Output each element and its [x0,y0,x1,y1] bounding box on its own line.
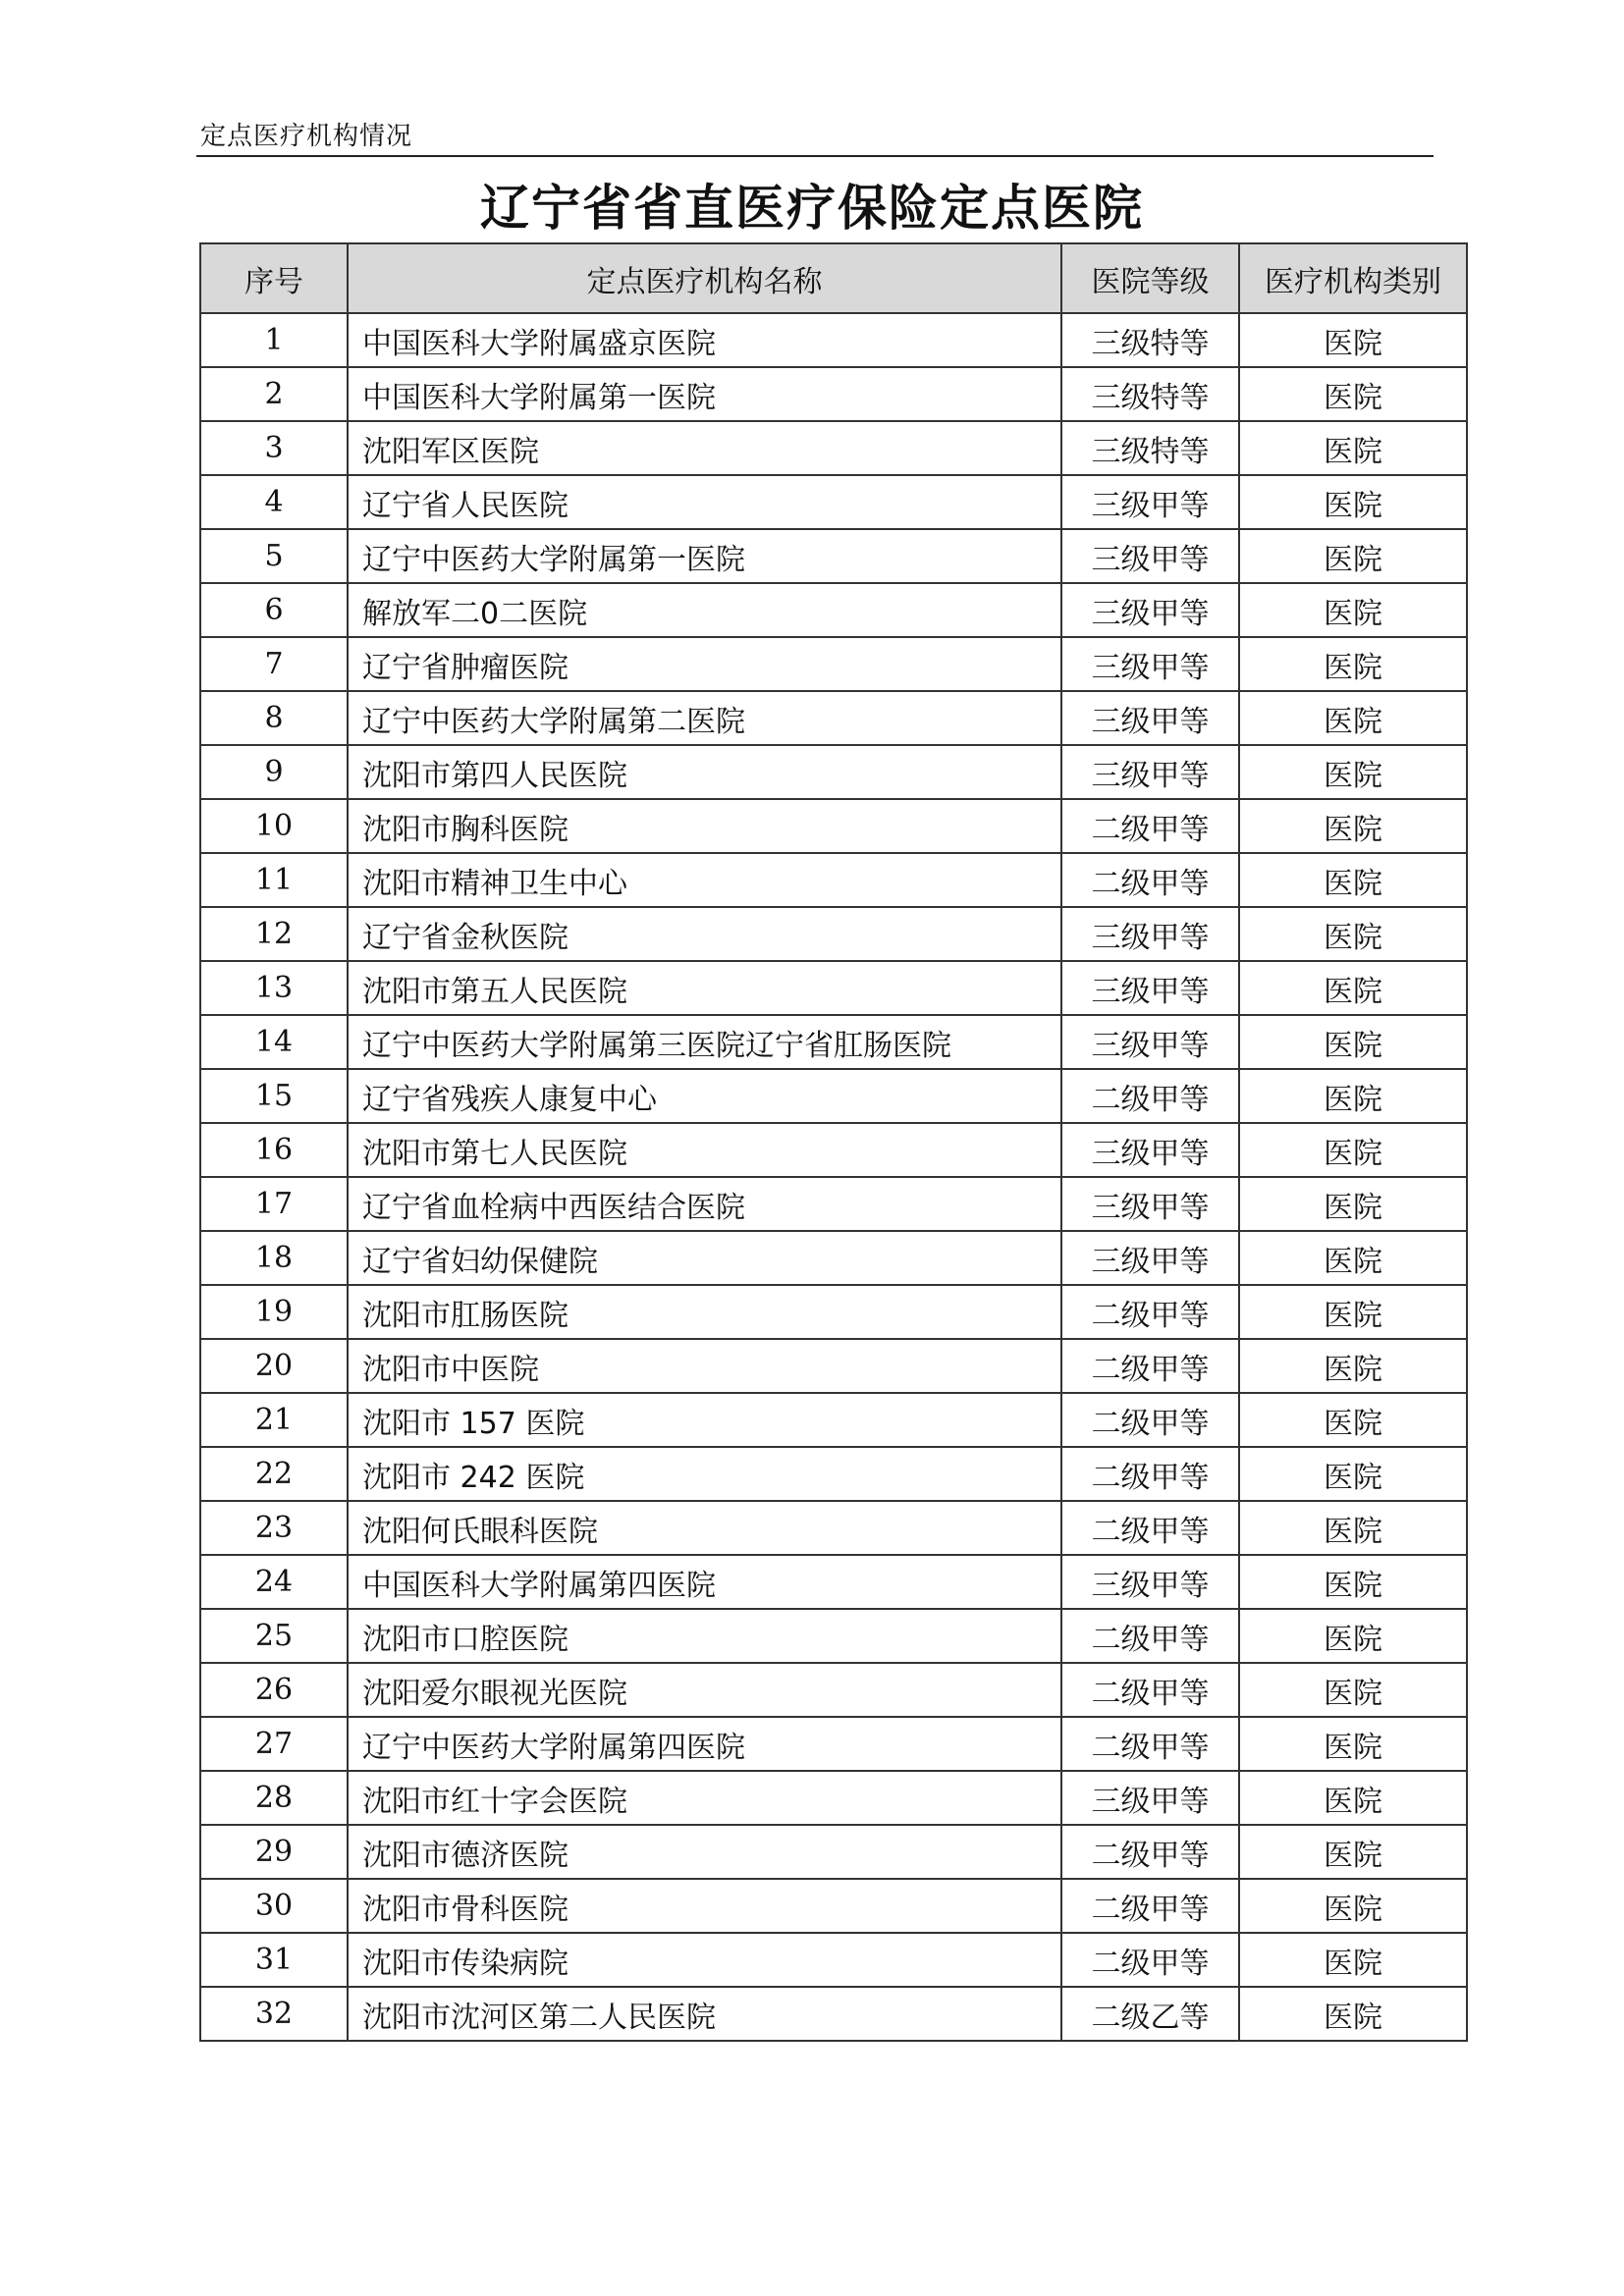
cell-institution-name: 沈阳市精神卫生中心 [348,853,1061,907]
cell-institution-type: 医院 [1239,1015,1467,1069]
cell-institution-name: 沈阳市 157 医院 [348,1393,1061,1447]
cell-institution-type: 医院 [1239,1771,1467,1825]
cell-serial-number: 12 [200,907,348,961]
cell-institution-name: 中国医科大学附属第一医院 [348,367,1061,421]
cell-institution-name: 沈阳市沈河区第二人民医院 [348,1987,1061,2041]
cell-institution-name: 沈阳市中医院 [348,1339,1061,1393]
table-row [200,1825,1467,1879]
cell-institution-type: 医院 [1239,1285,1467,1339]
cell-serial-number: 4 [200,475,348,529]
table-body [200,313,1467,2041]
cell-serial-number: 28 [200,1771,348,1825]
cell-serial-number: 30 [200,1879,348,1933]
table-row [200,1663,1467,1717]
cell-institution-type: 医院 [1239,853,1467,907]
table-row [200,637,1467,691]
cell-hospital-level: 三级甲等 [1061,691,1239,745]
cell-institution-type: 医院 [1239,313,1467,367]
cell-hospital-level: 三级甲等 [1061,1231,1239,1285]
cell-institution-type: 医院 [1239,583,1467,637]
cell-hospital-level: 二级甲等 [1061,1933,1239,1987]
table-row [200,1933,1467,1987]
cell-institution-type: 医院 [1239,421,1467,475]
cell-hospital-level: 三级甲等 [1061,529,1239,583]
cell-serial-number: 32 [200,1987,348,2041]
cell-institution-type: 医院 [1239,1393,1467,1447]
cell-institution-name: 沈阳市胸科医院 [348,799,1061,853]
cell-hospital-level: 二级甲等 [1061,1609,1239,1663]
cell-hospital-level: 三级甲等 [1061,475,1239,529]
hospital-table [199,242,1468,2042]
cell-institution-name: 辽宁省金秋医院 [348,907,1061,961]
cell-serial-number: 10 [200,799,348,853]
table-row [200,745,1467,799]
cell-hospital-level: 三级甲等 [1061,1123,1239,1177]
table-row [200,1501,1467,1555]
cell-institution-name: 沈阳市口腔医院 [348,1609,1061,1663]
cell-institution-name: 沈阳何氏眼科医院 [348,1501,1061,1555]
cell-serial-number: 11 [200,853,348,907]
cell-institution-name: 辽宁中医药大学附属第二医院 [348,691,1061,745]
table-row [200,853,1467,907]
table-row [200,907,1467,961]
cell-hospital-level: 三级特等 [1061,421,1239,475]
cell-institution-name: 沈阳市肛肠医院 [348,1285,1061,1339]
cell-institution-type: 医院 [1239,367,1467,421]
cell-hospital-level: 三级甲等 [1061,961,1239,1015]
table-row [200,1717,1467,1771]
cell-institution-type: 医院 [1239,1123,1467,1177]
cell-institution-type: 医院 [1239,691,1467,745]
cell-hospital-level: 三级甲等 [1061,583,1239,637]
table-row [200,475,1467,529]
table-row [200,1069,1467,1123]
cell-hospital-level: 二级甲等 [1061,1825,1239,1879]
cell-institution-name: 沈阳市 242 医院 [348,1447,1061,1501]
cell-institution-type: 医院 [1239,1933,1467,1987]
cell-hospital-level: 三级甲等 [1061,1555,1239,1609]
cell-hospital-level: 三级甲等 [1061,1177,1239,1231]
cell-institution-name: 辽宁省残疾人康复中心 [348,1069,1061,1123]
cell-institution-name: 沈阳市传染病院 [348,1933,1061,1987]
cell-serial-number: 19 [200,1285,348,1339]
header-institution-name: 定点医疗机构名称 [348,243,1061,313]
header-hospital-level: 医院等级 [1061,243,1239,313]
cell-institution-name: 辽宁省肿瘤医院 [348,637,1061,691]
header-row [200,243,1467,313]
cell-institution-type: 医院 [1239,1069,1467,1123]
cell-serial-number: 3 [200,421,348,475]
table-row [200,1123,1467,1177]
cell-institution-name: 沈阳市第七人民医院 [348,1123,1061,1177]
cell-institution-type: 医院 [1239,799,1467,853]
cell-serial-number: 18 [200,1231,348,1285]
cell-institution-type: 医院 [1239,1177,1467,1231]
cell-institution-type: 医院 [1239,1663,1467,1717]
cell-institution-name: 沈阳市第四人民医院 [348,745,1061,799]
cell-institution-name: 沈阳市德济医院 [348,1825,1061,1879]
cell-hospital-level: 二级乙等 [1061,1987,1239,2041]
table-header [200,243,1467,313]
cell-hospital-level: 三级甲等 [1061,745,1239,799]
cell-institution-type: 医院 [1239,1555,1467,1609]
cell-serial-number: 25 [200,1609,348,1663]
cell-hospital-level: 三级特等 [1061,367,1239,421]
cell-institution-type: 医院 [1239,1609,1467,1663]
cell-institution-type: 医院 [1239,1339,1467,1393]
cell-serial-number: 14 [200,1015,348,1069]
cell-serial-number: 20 [200,1339,348,1393]
cell-institution-name: 解放军二0二医院 [348,583,1061,637]
cell-institution-name: 辽宁中医药大学附属第四医院 [348,1717,1061,1771]
cell-hospital-level: 二级甲等 [1061,1285,1239,1339]
cell-institution-name: 沈阳市骨科医院 [348,1879,1061,1933]
cell-serial-number: 9 [200,745,348,799]
table-row [200,421,1467,475]
cell-institution-name: 辽宁中医药大学附属第三医院辽宁省肛肠医院 [348,1015,1061,1069]
table-row [200,691,1467,745]
cell-hospital-level: 二级甲等 [1061,1447,1239,1501]
cell-serial-number: 17 [200,1177,348,1231]
cell-hospital-level: 三级甲等 [1061,907,1239,961]
table-row [200,1285,1467,1339]
cell-institution-type: 医院 [1239,1717,1467,1771]
table-row [200,1015,1467,1069]
cell-hospital-level: 三级甲等 [1061,1771,1239,1825]
cell-serial-number: 26 [200,1663,348,1717]
cell-institution-name: 沈阳市红十字会医院 [348,1771,1061,1825]
table-row [200,583,1467,637]
cell-serial-number: 27 [200,1717,348,1771]
cell-serial-number: 24 [200,1555,348,1609]
table-row [200,367,1467,421]
table-row [200,1177,1467,1231]
table-row [200,1987,1467,2041]
table-row [200,1339,1467,1393]
cell-hospital-level: 二级甲等 [1061,1069,1239,1123]
cell-hospital-level: 二级甲等 [1061,1339,1239,1393]
cell-serial-number: 13 [200,961,348,1015]
cell-serial-number: 2 [200,367,348,421]
table-row [200,313,1467,367]
cell-serial-number: 7 [200,637,348,691]
cell-institution-name: 辽宁中医药大学附属第一医院 [348,529,1061,583]
cell-hospital-level: 二级甲等 [1061,1663,1239,1717]
cell-serial-number: 21 [200,1393,348,1447]
cell-serial-number: 6 [200,583,348,637]
cell-institution-name: 沈阳市第五人民医院 [348,961,1061,1015]
cell-institution-type: 医院 [1239,475,1467,529]
table-row [200,1447,1467,1501]
table-row [200,1879,1467,1933]
cell-institution-name: 辽宁省人民医院 [348,475,1061,529]
cell-institution-name: 辽宁省血栓病中西医结合医院 [348,1177,1061,1231]
cell-institution-type: 医院 [1239,961,1467,1015]
cell-institution-type: 医院 [1239,1231,1467,1285]
cell-institution-type: 医院 [1239,907,1467,961]
cell-institution-name: 中国医科大学附属盛京医院 [348,313,1061,367]
running-header: 定点医疗机构情况 [200,122,413,151]
cell-institution-type: 医院 [1239,1501,1467,1555]
cell-institution-name: 沈阳军区医院 [348,421,1061,475]
cell-hospital-level: 二级甲等 [1061,799,1239,853]
cell-serial-number: 22 [200,1447,348,1501]
table-row [200,529,1467,583]
cell-serial-number: 15 [200,1069,348,1123]
cell-institution-name: 辽宁省妇幼保健院 [348,1231,1061,1285]
cell-hospital-level: 二级甲等 [1061,1501,1239,1555]
cell-serial-number: 23 [200,1501,348,1555]
cell-hospital-level: 三级特等 [1061,313,1239,367]
cell-hospital-level: 二级甲等 [1061,853,1239,907]
table-row [200,1231,1467,1285]
cell-hospital-level: 三级甲等 [1061,637,1239,691]
header-serial-number: 序号 [200,243,348,313]
cell-hospital-level: 二级甲等 [1061,1393,1239,1447]
cell-institution-type: 医院 [1239,1447,1467,1501]
header-rule [196,155,1434,157]
cell-hospital-level: 三级甲等 [1061,1015,1239,1069]
cell-institution-type: 医院 [1239,529,1467,583]
cell-serial-number: 31 [200,1933,348,1987]
table-row [200,799,1467,853]
header-institution-type: 医疗机构类别 [1239,243,1467,313]
cell-serial-number: 5 [200,529,348,583]
table-row [200,961,1467,1015]
table-row [200,1771,1467,1825]
cell-serial-number: 16 [200,1123,348,1177]
table-row [200,1609,1467,1663]
cell-institution-type: 医院 [1239,637,1467,691]
cell-institution-name: 中国医科大学附属第四医院 [348,1555,1061,1609]
table-row [200,1555,1467,1609]
cell-institution-type: 医院 [1239,1825,1467,1879]
cell-serial-number: 8 [200,691,348,745]
cell-serial-number: 29 [200,1825,348,1879]
cell-institution-type: 医院 [1239,745,1467,799]
cell-institution-name: 沈阳爱尔眼视光医院 [348,1663,1061,1717]
table-row [200,1393,1467,1447]
cell-hospital-level: 二级甲等 [1061,1879,1239,1933]
page-title: 辽宁省省直医疗保险定点医院 [480,180,1144,237]
cell-institution-type: 医院 [1239,1879,1467,1933]
cell-serial-number: 1 [200,313,348,367]
cell-hospital-level: 二级甲等 [1061,1717,1239,1771]
cell-institution-type: 医院 [1239,1987,1467,2041]
